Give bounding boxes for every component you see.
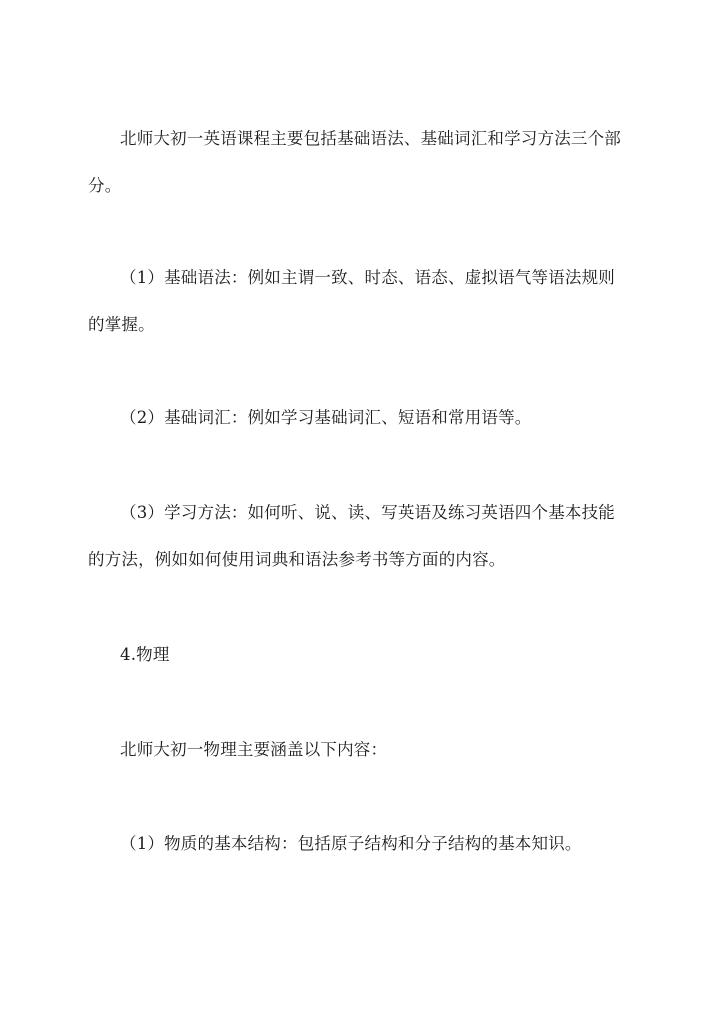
paragraph-learning-methods-line-2: 的方法，例如如何使用词典和语法参考书等方面的内容。 [88, 550, 506, 569]
paragraph-grammar-line-2: 的掌握。 [88, 315, 155, 334]
section-heading-physics: 4.物理 [120, 645, 170, 664]
paragraph-physics-intro-line-1: 北师大初一物理主要涵盖以下内容： [120, 740, 388, 759]
paragraph-grammar-line-1: （1）基础语法：例如主谓一致、时态、语态、虚拟语气等语法规则 [120, 268, 615, 287]
paragraph-english-intro-line-1: 北师大初一英语课程主要包括基础语法、基础词汇和学习方法三个部 [120, 129, 621, 148]
paragraph-learning-methods-line-1: （3）学习方法：如何听、说、读、写英语及练习英语四个基本技能 [120, 503, 615, 522]
paragraph-english-intro-line-2: 分。 [88, 176, 122, 195]
paragraph-matter-structure-line-1: （1）物质的基本结构：包括原子结构和分子结构的基本知识。 [120, 834, 582, 853]
paragraph-vocabulary-line-1: （2）基础词汇：例如学习基础词汇、短语和常用语等。 [120, 408, 532, 427]
